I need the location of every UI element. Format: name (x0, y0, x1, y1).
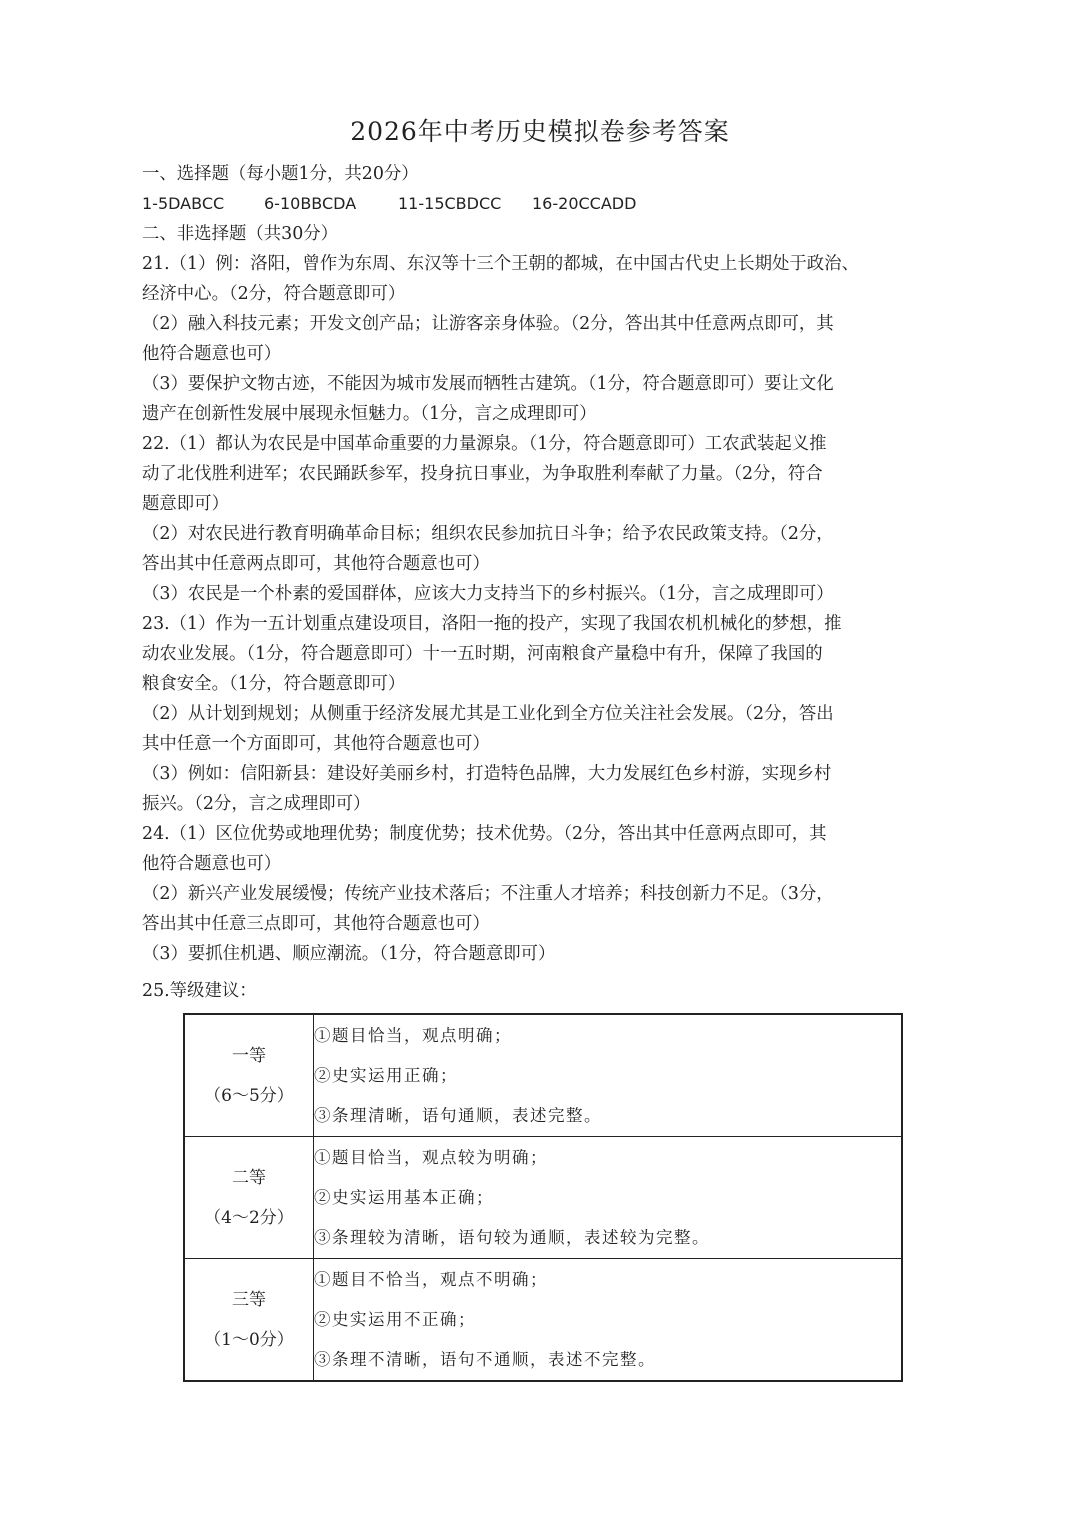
grade-row (184, 1014, 902, 1137)
answer-line: 24.（1）区位优势或地理优势；制度优势；技术优势。（2分，答出其中任意两点即可，其 (142, 824, 827, 844)
answer-line: 答出其中任意两点即可，其他符合题意也可） (142, 554, 490, 574)
answer-line: 25.等级建议： (142, 981, 257, 1001)
answer-line: 23.（1）作为一五计划重点建设项目，洛阳一拖的投产，实现了我国农机机械化的梦想，推 (142, 614, 842, 634)
section-heading-nonchoice: 二、非选择题（共30分） (142, 224, 339, 244)
answer-line: （3）要抓住机遇、顺应潮流。（1分，符合题意即可） (142, 944, 556, 964)
answer-line: （2）从计划到规划；从侧重于经济发展尤其是工业化到全方位关注社会发展。（2分，答出 (142, 704, 834, 724)
grade-criterion: ①题目恰当，观点较为明确； (314, 1147, 548, 1167)
answer-line: （3）要保护文物古迹，不能因为城市发展而牺牲古建筑。（1分，符合题意即可）要让文化 (142, 374, 834, 394)
answer-line: 他符合题意也可） (142, 854, 282, 874)
answer-line: 21.（1）例：洛阳，曾作为东周、东汉等十三个王朝的都城，在中国古代史上长期处于政治、 (142, 254, 859, 274)
answer-line: 其中任意一个方面即可，其他符合题意也可） (142, 734, 490, 754)
answer-line: 振兴。（2分，言之成理即可） (142, 794, 371, 814)
page-title: 2026年中考历史模拟卷参考答案 (350, 117, 730, 146)
grade-criteria-cell (314, 1014, 903, 1137)
answer-line: 粮食安全。（1分，符合题意即可） (142, 674, 406, 694)
grade-criterion: ①题目不恰当，观点不明确； (314, 1269, 548, 1289)
grade-score: （1～0分） (204, 1329, 294, 1350)
section-heading-choice: 一、选择题（每小题1分，共20分） (142, 164, 419, 184)
answer-line: （3）农民是一个朴素的爱国群体，应该大力支持当下的乡村振兴。（1分，言之成理即可） (142, 584, 834, 604)
grade-row (184, 1137, 902, 1259)
answer-line: （2）新兴产业发展缓慢；传统产业技术落后；不注重人才培养；科技创新力不足。（3分， (142, 884, 834, 904)
grade-criterion: ②史实运用基本正确； (314, 1187, 494, 1207)
grade-level-cell (184, 1014, 314, 1137)
answer-line: 答出其中任意三点即可，其他符合题意也可） (142, 914, 490, 934)
grade-score: （6～5分） (204, 1085, 294, 1106)
answer-line: 22.（1）都认为农民是中国革命重要的力量源泉。（1分，符合题意即可）工农武装起义推 (142, 434, 827, 454)
answer-line: 动农业发展。（1分，符合题意即可）十一五时期，河南粮食产量稳中有升，保障了我国的 (142, 644, 823, 664)
grade-criterion: ③条理不清晰，语句不通顺，表述不完整。 (314, 1349, 656, 1369)
grade-row (184, 1259, 902, 1382)
grade-score: （4～2分） (204, 1207, 294, 1228)
grade-criterion: ①题目恰当，观点明确； (314, 1025, 512, 1045)
grade-level: 一等 (232, 1045, 266, 1066)
grade-criterion: ②史实运用不正确； (314, 1309, 476, 1329)
answer-line: （3）例如：信阳新县：建设好美丽乡村，打造特色品牌，大力发展红色乡村游，实现乡村 (142, 764, 832, 784)
grade-level-cell (184, 1137, 314, 1259)
answer-line: 经济中心。（2分，符合题意即可） (142, 284, 406, 304)
mc-answer-group: 6-10BBCDA (264, 194, 357, 213)
grade-criteria-cell (314, 1259, 903, 1382)
grade-level: 二等 (232, 1167, 266, 1188)
mc-answer-group: 11-15CBDCC (398, 194, 502, 213)
grade-level-cell (184, 1259, 314, 1382)
answer-line: （2）融入科技元素；开发文创产品；让游客亲身体验。（2分，答出其中任意两点即可，其 (142, 314, 834, 334)
grade-level: 三等 (232, 1289, 266, 1310)
answer-line: 动了北伐胜利进军；农民踊跃参军，投身抗日事业，为争取胜利奉献了力量。（2分，符合 (142, 464, 823, 484)
answer-line: （2）对农民进行教育明确革命目标；组织农民参加抗日斗争；给予农民政策支持。（2分， (142, 524, 834, 544)
grading-table (183, 1013, 903, 1382)
grade-criterion: ③条理较为清晰，语句较为通顺，表述较为完整。 (314, 1227, 710, 1247)
mc-answer-group: 1-5DABCC (142, 194, 225, 213)
grade-criterion: ③条理清晰，语句通顺，表述完整。 (314, 1105, 602, 1125)
grade-criterion: ②史实运用正确； (314, 1065, 458, 1085)
answer-line: 题意即可） (142, 494, 229, 514)
answer-line: 他符合题意也可） (142, 344, 282, 364)
answer-line: 遗产在创新性发展中展现永恒魅力。（1分，言之成理即可） (142, 404, 597, 424)
mc-answer-group: 16-20CCADD (532, 194, 637, 213)
grade-criteria-cell (314, 1137, 903, 1259)
